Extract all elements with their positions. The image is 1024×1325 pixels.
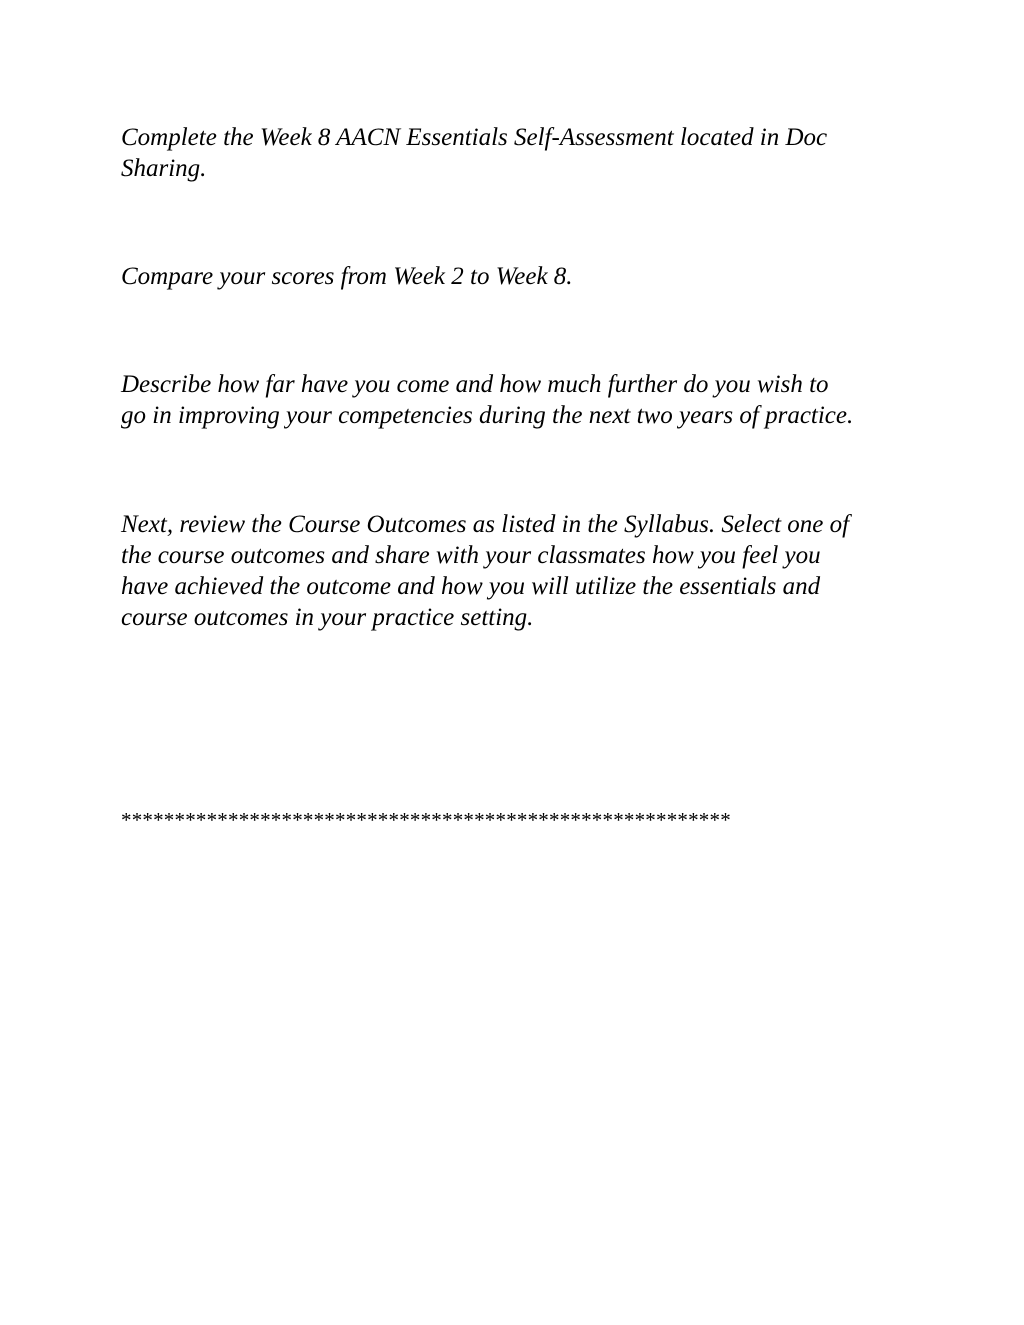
text-line: have achieved the outcome and how you will utilize the essentials and — [121, 573, 821, 600]
instruction-paragraph-describe-progress — [121, 369, 921, 431]
text-line: go in improving your competencies during the next two years of practice. — [121, 402, 854, 429]
asterisk-separator: ********************************************************* — [121, 808, 731, 832]
text-line: Describe how far have you come and how much further do you wish to — [121, 371, 829, 398]
instruction-paragraph-compare-scores — [121, 261, 921, 292]
text-line: Complete the Week 8 AACN Essentials Self-Assessment located in Doc — [121, 124, 828, 151]
text-line: Next, review the Course Outcomes as listed in the Syllabus. Select one of — [121, 511, 850, 538]
instruction-paragraph-review-course-outcomes — [121, 509, 921, 633]
text-line: the course outcomes and share with your classmates how you feel you — [121, 542, 821, 569]
text-line: Compare your scores from Week 2 to Week 8. — [121, 263, 573, 290]
text-line: course outcomes in your practice setting. — [121, 604, 534, 631]
text-line: Sharing. — [121, 155, 207, 182]
instruction-paragraph-complete-self-assessment — [121, 122, 921, 184]
